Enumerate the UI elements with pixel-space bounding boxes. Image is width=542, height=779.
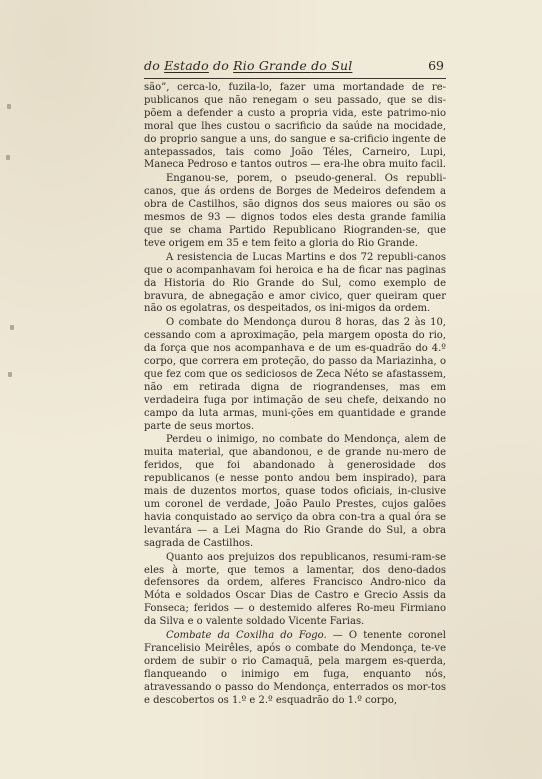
running-title: [144, 58, 352, 73]
title-part: do: [208, 58, 234, 73]
paragraph-1: são”, cerca-lo, fuzila-lo, fazer uma mortandade de re-publicanos que não renegam o seu passado, que se dis-põem a defender a custo a propria vida, este patrimo-nio moral que lhes custou o sacrificio da saúde na mocidade, do proprio sangue a uns, do sangue e sa-crificio ingente de antepassados, tais como João Téles, Carneiro, Lupi, Maneca Pedroso e tantos outros — era-lhe obra muito facil.: [144, 82, 446, 171]
running-header: [144, 56, 446, 79]
title-part: Sul: [327, 58, 353, 73]
paragraph-7: [144, 630, 446, 707]
section-heading-coxilha-do-fogo: Combate da Coxilha do Fogo.: [166, 630, 327, 642]
title-part: do: [144, 58, 165, 73]
title-part: Estado: [164, 58, 209, 73]
margin-speck: [8, 372, 12, 377]
paragraph-6: Quanto aos prejuizos dos republicanos, resumi-ram-se eles à morte, que temos a lamentar, dos deno-dados defensores da ordem, alferes Francisco Andro-nico da Móta e soldados Oscar Dias de Castro e Grecio Assis da Fonseca; feridos — o destemido alferes Ro-meu Firmiano da Silva e o valente soldado Vicente Farias.: [144, 551, 446, 628]
paragraph-3: A resistencia de Lucas Martins e dos 72 republi-canos que o acompanhavam foi heroica e ha de ficar nas paginas da Historia do Rio Grande do Sul, como exemplo de bravura, de abnegação e amor civico, quer queiram quer não os egolatras, os despeitados, os ini-migos da ordem.: [144, 251, 446, 315]
paragraph-4: O combate do Mendonça durou 8 horas, das 2 às 10, cessando com a aproximação, pela margem oposta do rio, da força que nos acompanhava e de um es-quadrão do 4.º corpo, que correra em proteção, do passo da Mariazinha, o que fez com que os sediciosos de Zeca Néto se afastassem, não em retirada digna de riograndenses, mas em verdadeira fuga por intimação de seu chefe, deixando no campo da luta armas, muni-ções em quantidade e grande parte de seus mortos.: [144, 317, 446, 432]
title-part: do: [311, 58, 328, 73]
margin-speck: [6, 155, 10, 160]
paragraph-2: Enganou-se, porem, o pseudo-general. Os republi-canos, que ás ordens de Borges de Medeiros defendem a obra de Castilhos, são dignos dos seus maiores ou são os mesmos de 93 — dignos todos eles desta grande familia que se chama Partido Republicano Riogranden-se, que teve origem em 35 e tem feito a gloria do Rio Grande.: [144, 173, 446, 249]
margin-speck: [10, 325, 14, 330]
margin-speck: [7, 104, 11, 109]
page-number: 69: [428, 58, 444, 73]
paragraph-7-text: — O tenente coronel Francelisio Meirêles, após o combate do Mendonça, te-ve ordem de subir o rio Camaquã, pela margem es-querda, flanqueando o inimigo em fuga, enquanto nós, atravessando o passo do Mendonça, enterrados os mor-tos e descobertos os 1.º e 2.º esquadrão do 1.º corpo,: [144, 630, 446, 706]
body-text: [144, 82, 446, 709]
title-part: Grande: [254, 58, 312, 73]
paragraph-5: Perdeu o inimigo, no combate do Mendonça, alem de muita material, que abandonou, e de grande nu-mero de feridos, que foi abandonado à generosidade dos republicanos (e nesse ponto andou bem inspirado), para mais de duzentos mortos, quase todos oficiais, in-clusive um coronel de verdade, João Paulo Prestes, cujos galões havia conquistado ao serviço da obra con-tra a qual óra se levantára — a Lei Magna do Rio Grande do Sul, a obra sagrada de Castilhos.: [144, 434, 446, 549]
title-part: Rio: [233, 58, 255, 73]
